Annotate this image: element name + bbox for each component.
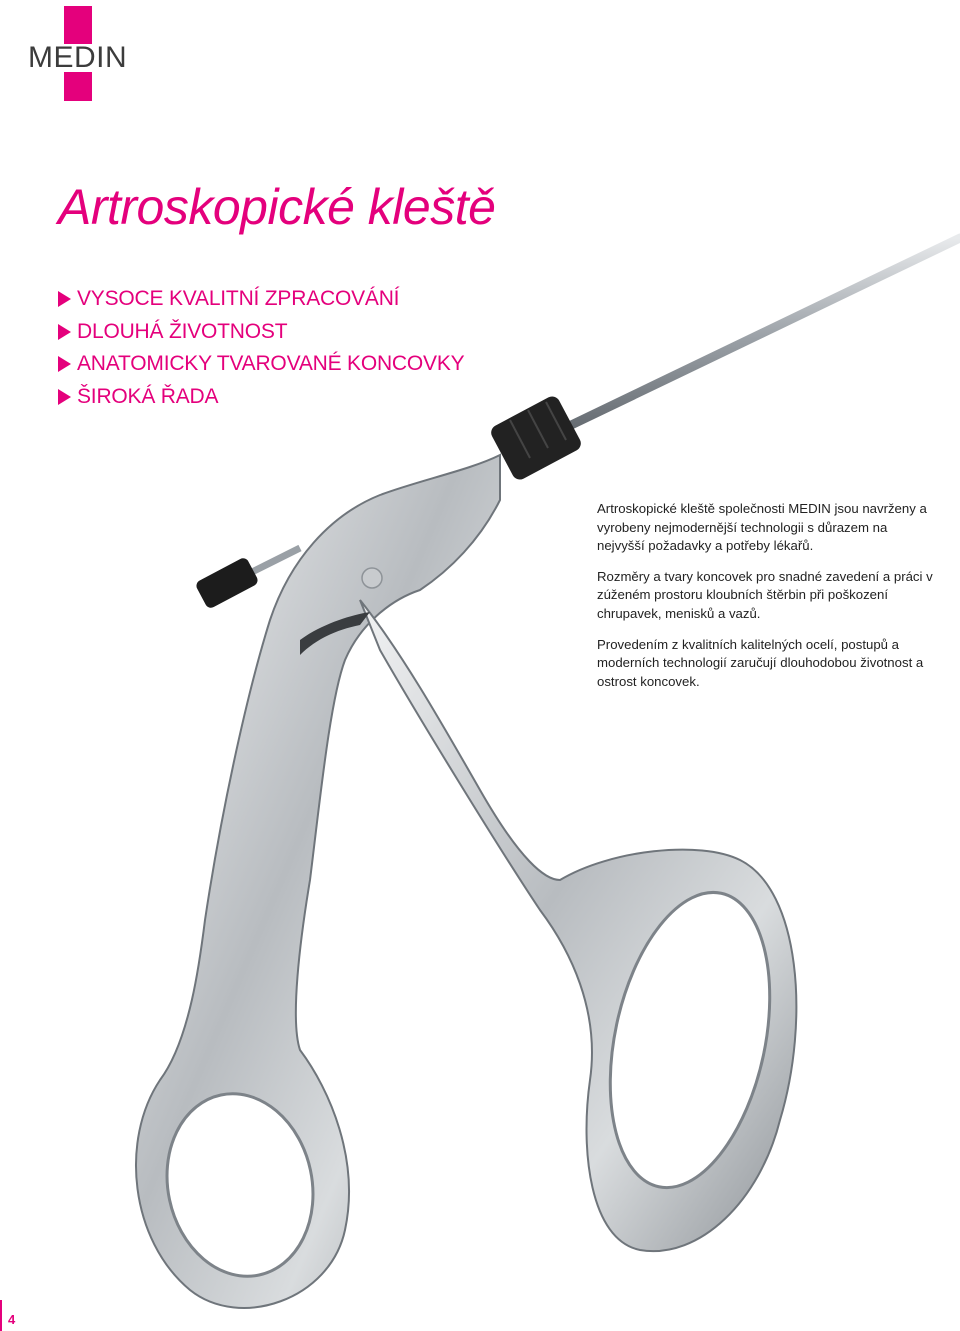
description-paragraph: Provedením z kvalitních kalitelných ocelí, postupů a moderních technologií zaručují dlouhodobou životnost a ostrost koncovek. (597, 636, 924, 689)
feature-label: ŠIROKÁ ŘADA (77, 384, 219, 408)
page-title: Artroskopické kleště (58, 179, 496, 235)
medin-logo (28, 6, 132, 102)
description-paragraph: Rozměry a tvary koncovek pro snadné zavedení a práci v zúženém prostoru kloubních štěrbin při poškození chrupavek, menisků a vazů. (597, 568, 933, 621)
description-paragraph: Artroskopické kleště společnosti MEDIN jsou navrženy a vyrobeny nejmodernější technologii s důrazem na nejvyšší požadavky a potřeby lékařů. (597, 501, 927, 554)
arthroscopic-forceps-image (0, 200, 960, 1331)
feature-label: DLOUHÁ ŽIVOTNOST (77, 319, 288, 343)
feature-label: ANATOMICKY TVAROVANÉ KONCOVKY (77, 352, 465, 376)
logo-text: MEDIN (28, 41, 128, 74)
page-number (0, 1300, 14, 1331)
description (597, 500, 937, 703)
feature-label: VYSOCE KVALITNÍ ZPRACOVÁNÍ (77, 287, 400, 311)
page-number-label: 4 (8, 1312, 16, 1327)
